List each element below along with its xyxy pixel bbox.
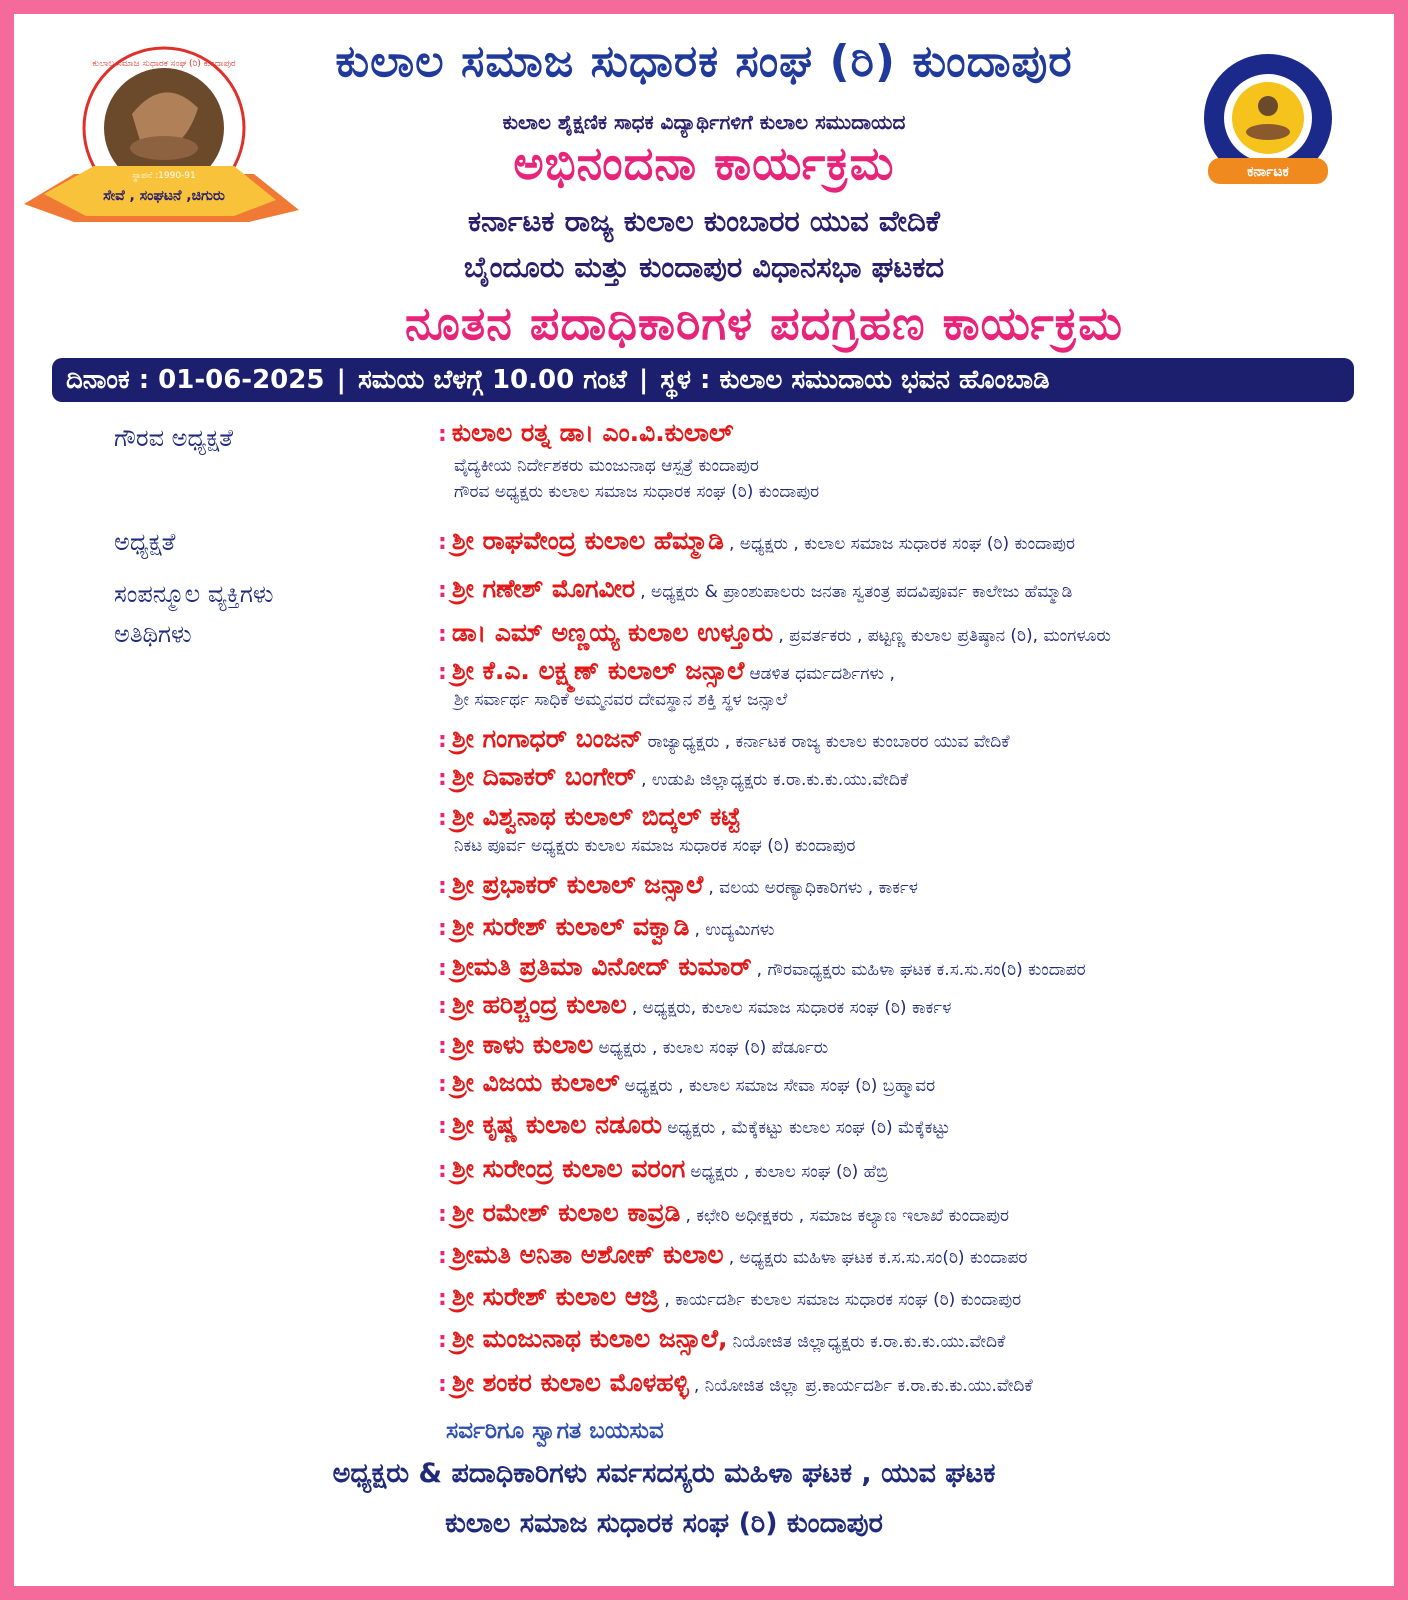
- guest-row: [438, 870, 918, 900]
- guest-name: ಶ್ರೀ ರಮೇಶ್ ಕುಲಾಲ ಕಾವ್ರಡಿ: [451, 1198, 681, 1227]
- guest-name: ಶ್ರೀ ಸುರೇಶ್ ಕುಲಾಲ್ ವಕ್ವಾಡಿ: [451, 912, 690, 941]
- colon: :: [438, 530, 447, 555]
- subtitle-students: ಕುಲಾಲ ಶೈಕ್ಷಣಿಕ ಸಾಧಕ ವಿದ್ಯಾರ್ಥಿಗಳಿಗೆ ಕುಲಾಲ ಸಮುದಾಯದ: [502, 110, 906, 134]
- guest-row: [438, 1368, 1033, 1398]
- colon: :: [438, 956, 447, 981]
- guest-desc: , ಉಡುಪಿ ಜಿಲ್ಲಾಧ್ಯಕ್ಷರು ಕ.ರಾ.ಕು.ಕು.ಯು.ವೇದಿಕೆ: [641, 770, 909, 790]
- colon: :: [438, 994, 447, 1019]
- guest-name: ಶ್ರೀ ಗಂಗಾಧರ್ ಬಂಜನ್: [451, 724, 643, 753]
- guest-row: [438, 952, 1086, 982]
- guest-row: [438, 762, 908, 792]
- label-resource-persons: ಸಂಪನ್ಮೂಲ ವ್ಯಕ್ತಿಗಳು: [114, 580, 274, 608]
- honorary-president-name: ಕುಲಾಲ ರತ್ನ ಡಾ। ಎಂ.ವಿ.ಕುಲಾಲ್: [451, 418, 734, 447]
- left-logo-seal-text: ಕುಲಾಲ ಸಮಾಜ ಸುಧಾರಕ ಸಂಘ (ರಿ) ಕುಂದಾಪುರ: [92, 59, 236, 69]
- guest-desc: , ಕಾರ್ಯದರ್ಶಿ ಕುಲಾಲ ಸಮಾಜ ಸುಧಾರಕ ಸಂಘ (ರಿ) ಕುಂದಾಪುರ: [664, 1290, 1022, 1310]
- label-honorary-president: ಗೌರವ ಅಧ್ಯಕ್ಷತೆ: [114, 424, 233, 452]
- honorary-president-row: [438, 418, 733, 448]
- president-name: ಶ್ರೀ ರಾಘವೇಂದ್ರ ಕುಲಾಲ ಹೆಮ್ಮಾಡಿ: [451, 526, 724, 555]
- guest-name: ಶ್ರೀ ಹರಿಶ್ಚಂದ್ರ ಕುಲಾಲ: [451, 990, 627, 1019]
- guest-desc: , ಗೌರವಾಧ್ಯಕ್ಷರು ಮಹಿಳಾ ಘಟಕ ಕ.ಸ.ಸು.ಸಂ(ರಿ) ಕುಂದಾಪರ: [756, 960, 1086, 980]
- guest-row: [438, 802, 740, 832]
- colon: :: [438, 1202, 447, 1227]
- heading-felicitation: ಅಭಿನಂದನಾ ಕಾರ್ಯಕ್ರಮ: [513, 136, 895, 190]
- guest-row: [438, 724, 1010, 754]
- guest-row: [438, 1198, 1009, 1228]
- right-logo-ribbon: ಕರ್ನಾಟಕ: [1247, 164, 1289, 180]
- resource-person-name: ಶ್ರೀ ಗಣೇಶ್ ಮೊಗವೀರ: [451, 574, 636, 603]
- guest-row: [438, 1030, 828, 1060]
- guest-desc: ಅಧ್ಯಕ್ಷರು , ಕುಲಾಲ ಸಂಘ (ರಿ) ಪೆರ್ಡೂರು: [598, 1038, 829, 1058]
- guest-row: [438, 1282, 1021, 1312]
- footer-hosts: ಅಧ್ಯಕ್ಷರು & ಪದಾಧಿಕಾರಿಗಳು ಸರ್ವಸದಸ್ಯರು ಮಹಿಳಾ ಘಟಕ , ಯುವ ಘಟಕ: [332, 1458, 996, 1489]
- guest-desc: ನಿಯೋಜಿತ ಜಿಲ್ಲಾಧ್ಯಕ್ಷರು ಕ.ರಾ.ಕು.ಕು.ಯು.ವೇದಿಕೆ: [732, 1332, 1006, 1352]
- guest-desc: ಅಧ್ಯಕ್ಷರು , ಕುಲಾಲ ಸಂಘ (ರಿ) ಹೆಬ್ರಿ: [690, 1162, 889, 1182]
- guest-desc: ಆಡಳಿತ ಧರ್ಮದರ್ಶಿಗಳು ,: [749, 664, 895, 684]
- guest-row: [438, 1154, 888, 1184]
- honorary-president-line2: ಗೌರವ ಅಧ್ಯಕ್ಷರು ಕುಲಾಲ ಸಮಾಜ ಸುಧಾರಕ ಸಂಘ (ರಿ) ಕುಂದಾಪುರ: [454, 482, 820, 502]
- guest-name: ಶ್ರೀ ಕೃಷ್ಣ ಕುಲಾಲ ನಡೂರು: [451, 1110, 663, 1139]
- guest-name: ಶ್ರೀ ಕೆ.ಎ. ಲಕ್ಷ್ಮಣ್ ಕುಲಾಲ್ ಜನ್ಸಾಲೆ: [451, 656, 745, 685]
- colon: :: [438, 1034, 447, 1059]
- guest-desc: , ಉದ್ಯಮಿಗಳು: [694, 920, 775, 940]
- guest-subline: ಶ್ರೀ ಸರ್ವಾರ್ಥ ಸಾಧಿಕೆ ಅಮ್ಮನವರ ದೇವಸ್ಥಾನ ಶಕ್ತಿ ಸ್ಥಳ ಜನ್ಸಾಲೆ: [454, 690, 788, 710]
- guest-name: ಶ್ರೀ ಮಂಜುನಾಥ ಕುಲಾಲ ಜನ್ಸಾಲೆ,: [451, 1324, 728, 1353]
- guest-desc: ರಾಜ್ಯಾಧ್ಯಕ್ಷರು , ಕರ್ನಾಟಕ ರಾಜ್ಯ ಕುಲಾಲ ಕುಂಬಾರರ ಯುವ ವೇದಿಕೆ: [647, 732, 1010, 752]
- org-title: ಕುಲಾಲ ಸಮಾಜ ಸುಧಾರಕ ಸಂಘ (ರಿ) ಕುಂದಾಪುರ: [335, 36, 1073, 87]
- label-guests: ಅತಿಥಿಗಳು: [114, 620, 192, 648]
- guest-name: ಡಾ। ಎಮ್ ಅಣ್ಣಯ್ಯ ಕುಲಾಲ ಉಳ್ತೂರು: [451, 618, 774, 647]
- subtitle-constituency: ಬೈಂದೂರು ಮತ್ತು ಕುಂದಾಪುರ ವಿಧಾನಸಭಾ ಘಟಕದ: [463, 250, 945, 284]
- guest-row: [438, 1324, 1005, 1354]
- event-venue: ಸ್ಥಳ : ಕುಲಾಲ ಸಮುದಾಯ ಭವನ ಹೊಂಬಾಡಿ: [660, 364, 1050, 395]
- guest-desc: , ವಲಯ ಅರಣ್ಯಾಧಿಕಾರಿಗಳು , ಕಾರ್ಕಳ: [708, 878, 918, 898]
- guest-name: ಶ್ರೀ ವಿಜಯ ಕುಲಾಲ್: [451, 1068, 620, 1097]
- guest-subline: ನಿಕಟ ಪೂರ್ವ ಅಧ್ಯಕ್ಷರು ಕುಲಾಲ ಸಮಾಜ ಸುಧಾರಕ ಸಂಘ (ರಿ) ಕುಂದಾಪುರ: [454, 836, 856, 856]
- guest-row: [438, 1240, 1027, 1270]
- colon: :: [438, 806, 447, 831]
- guest-row: [438, 618, 1111, 648]
- guest-desc: , ಕಛೇರಿ ಅಧೀಕ್ಷಕರು , ಸಮಾಜ ಕಲ್ಯಾಣ ಇಲಾಖೆ ಕುಂದಾಪುರ: [685, 1206, 1010, 1226]
- guest-desc: ಅಧ್ಯಕ್ಷರು , ಮೆಕ್ಕೆಕಟ್ಟು ಕುಲಾಲ ಸಂಘ (ರಿ) ಮೆಕ್ಕೆಕಟ್ಟು: [667, 1118, 951, 1138]
- colon: :: [438, 1244, 447, 1269]
- colon: :: [438, 874, 447, 899]
- guest-desc: ಅಧ್ಯಕ್ಷರು , ಕುಲಾಲ ಸಮಾಜ ಸೇವಾ ಸಂಘ (ರಿ) ಬ್ರಹ್ಮಾವರ: [624, 1076, 936, 1096]
- guest-row: [438, 990, 951, 1020]
- guest-name: ಶ್ರೀ ಸುರೇಂದ್ರ ಕುಲಾಲ ವರಂಗ: [451, 1154, 686, 1183]
- guest-desc: , ನಿಯೋಜಿತ ಜಿಲ್ಲಾ ಪ್ರ.ಕಾರ್ಯದರ್ಶಿ ಕ.ರಾ.ಕು.ಕು.ಯು.ವೇದಿಕೆ: [693, 1376, 1033, 1396]
- guest-name: ಶ್ರೀಮತಿ ಅನಿತಾ ಅಶೋಕ್ ಕುಲಾಲ: [451, 1240, 724, 1269]
- colon: :: [438, 1328, 447, 1353]
- colon: :: [438, 660, 447, 685]
- colon: :: [438, 1372, 447, 1397]
- event-time: ಸಮಯ ಬೆಳಗ್ಗೆ 10.00 ಗಂಟೆ: [357, 364, 627, 395]
- colon: :: [438, 916, 447, 941]
- guest-name: ಶ್ರೀಮತಿ ಪ್ರತಿಮಾ ವಿನೋದ್ ಕುಮಾರ್: [451, 952, 752, 981]
- guest-name: ಶ್ರೀ ಶಂಕರ ಕುಲಾಲ ಮೊಳಹಳ್ಳಿ: [451, 1368, 689, 1397]
- colon: :: [438, 728, 447, 753]
- president-desc: , ಅಧ್ಯಕ್ಷರು , ಕುಲಾಲ ಸಮಾಜ ಸುಧಾರಕ ಸಂಘ (ರಿ) ಕುಂದಾಪುರ: [729, 534, 1075, 554]
- resource-person-row: [438, 574, 1072, 604]
- guest-name: ಶ್ರೀ ವಿಶ್ವನಾಥ ಕುಲಾಲ್ ಬಿದ್ಕಲ್ ಕಟ್ಟೆ: [451, 802, 741, 831]
- guest-row: [438, 656, 895, 686]
- colon: :: [438, 578, 447, 603]
- guest-name: ಶ್ರೀ ಸುರೇಶ್ ಕುಲಾಲ ಆಜ್ರಿ: [451, 1282, 660, 1311]
- subtitle-forum: ಕರ್ನಾಟಕ ರಾಜ್ಯ ಕುಲಾಲ ಕುಂಬಾರರ ಯುವ ವೇದಿಕೆ: [468, 204, 940, 238]
- honorary-president-line1: ವೈದ್ಯಕೀಯ ನಿರ್ದೇಶಕರು ಮಂಜುನಾಥ ಆಸ್ಪತ್ರೆ ಕುಂದಾಪುರ: [454, 456, 759, 476]
- guest-desc: , ಪ್ರವರ್ತಕರು , ಪಟ್ಟಣ್ಣ ಕುಲಾಲ ಪ್ರತಿಷ್ಠಾನ (ರಿ), ಮಂಗಳೂರು: [778, 626, 1111, 646]
- guest-name: ಶ್ರೀ ಪ್ರಭಾಕರ್ ಕುಲಾಲ್ ಜನ್ಸಾಲೆ: [451, 870, 704, 899]
- colon: :: [438, 622, 447, 647]
- resource-person-desc: , ಅಧ್ಯಕ್ಷರು & ಪ್ರಾಂಶುಪಾಲರು ಜನತಾ ಸ್ವತಂತ್ರ ಪದವಿಪೂರ್ವ ಕಾಲೇಜು ಹೆಮ್ಮಾಡಿ: [640, 582, 1073, 602]
- guest-row: [438, 1068, 935, 1098]
- colon: :: [438, 1158, 447, 1183]
- colon: :: [438, 422, 447, 447]
- guest-name: ಶ್ರೀ ದಿವಾಕರ್ ಬಂಗೇರ್: [451, 762, 636, 791]
- left-logo-est: ಸ್ಥಾಪನೆ :1990-91: [132, 171, 196, 181]
- footer-org: ಕುಲಾಲ ಸಮಾಜ ಸುಧಾರಕ ಸಂಘ (ರಿ) ಕುಂದಾಪುರ: [445, 1508, 883, 1539]
- colon: :: [438, 1072, 447, 1097]
- poster: [14, 14, 1394, 1586]
- colon: :: [438, 1114, 447, 1139]
- label-president: ಅಧ್ಯಕ್ಷತೆ: [114, 528, 176, 556]
- left-logo-ribbon: ಸೇವೆ , ಸಂಘಟನೆ ,ಚಿಗುರು: [103, 188, 225, 204]
- guest-row: [438, 912, 774, 942]
- info-separator: |: [638, 365, 649, 395]
- event-info-bar: [52, 358, 1354, 402]
- heading-installation: ನೂತನ ಪದಾಧಿಕಾರಿಗಳ ಪದಗ್ರಹಣ ಕಾರ್ಯಕ್ರಮ: [404, 296, 1124, 350]
- colon: :: [438, 766, 447, 791]
- president-row: [438, 526, 1075, 556]
- guest-row: [438, 1110, 950, 1140]
- info-separator: |: [336, 365, 346, 395]
- guest-desc: , ಅಧ್ಯಕ್ಷರು, ಕುಲಾಲ ಸಮಾಜ ಸುಧಾರಕ ಸಂಘ (ರಿ) ಕಾರ್ಕಳ: [631, 998, 952, 1018]
- event-date: ದಿನಾಂಕ : 01-06-2025: [66, 364, 325, 395]
- welcome-line: ಸರ್ವರಿಗೂ ಸ್ವಾಗತ ಬಯಸುವ: [446, 1418, 664, 1444]
- colon: :: [438, 1286, 447, 1311]
- guest-name: ಶ್ರೀ ಕಾಳು ಕುಲಾಲ: [451, 1030, 594, 1059]
- guest-desc: , ಅಧ್ಯಕ್ಷರು ಮಹಿಳಾ ಘಟಕ ಕ.ಸ.ಸು.ಸಂ(ರಿ) ಕುಂದಾಪರ: [728, 1248, 1028, 1268]
